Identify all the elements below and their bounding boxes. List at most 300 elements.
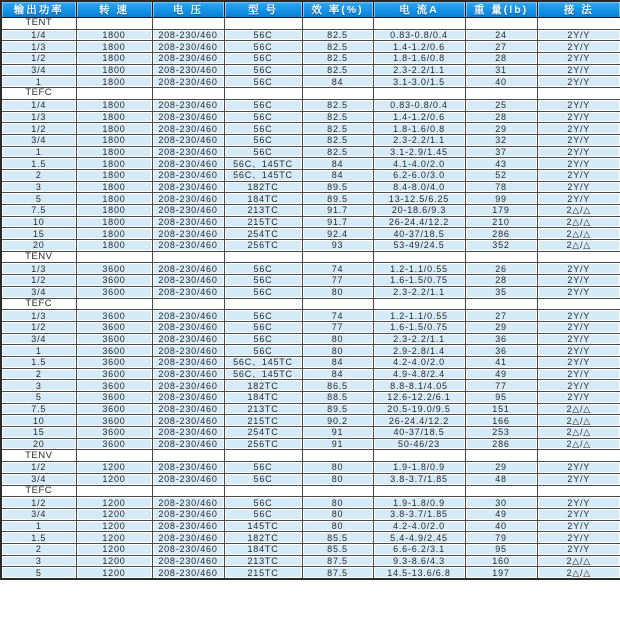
cell-connection: 2Y/Y [537, 193, 620, 205]
cell-voltage: 208-230/460 [152, 462, 224, 474]
cell-power: 3 [1, 555, 76, 567]
cell-voltage: 208-230/460 [152, 555, 224, 567]
cell-efficiency: 82.5 [302, 111, 373, 123]
cell-power: 1/2 [1, 275, 76, 287]
cell-current: 0.83-0.8/0.4 [373, 99, 465, 111]
section-empty-cell [373, 485, 465, 497]
cell-power: 1 [1, 345, 76, 357]
cell-current: 50-46/23 [373, 438, 465, 450]
cell-power: 3/4 [1, 473, 76, 485]
cell-connection: 2Y/Y [537, 275, 620, 287]
cell-power: 1/4 [1, 99, 76, 111]
cell-voltage: 208-230/460 [152, 333, 224, 345]
cell-efficiency: 82.5 [302, 53, 373, 65]
cell-current: 20.5-19.0/9.5 [373, 403, 465, 415]
table-row [1, 380, 620, 392]
cell-power: 10 [1, 415, 76, 427]
cell-efficiency: 82.5 [302, 123, 373, 135]
cell-current: 8.4-8.0/4.0 [373, 181, 465, 193]
cell-current: 1.6-1.5/0.75 [373, 321, 465, 333]
section-empty-cell [224, 450, 302, 462]
cell-power: 5 [1, 193, 76, 205]
table-row [1, 29, 620, 41]
section-empty-cell [537, 485, 620, 497]
cell-weight: 28 [465, 275, 537, 287]
cell-connection: 2Y/Y [537, 473, 620, 485]
cell-connection: 2Y/Y [537, 99, 620, 111]
cell-current: 3.8-3.7/1.85 [373, 508, 465, 520]
cell-efficiency: 82.5 [302, 99, 373, 111]
table-row [1, 169, 620, 181]
cell-model: 56C [224, 263, 302, 275]
cell-voltage: 208-230/460 [152, 415, 224, 427]
cell-weight: 35 [465, 286, 537, 298]
section-empty-cell [537, 450, 620, 462]
cell-speed: 1800 [76, 123, 152, 135]
cell-model: 56C [224, 508, 302, 520]
cell-efficiency: 89.5 [302, 181, 373, 193]
cell-efficiency: 85.5 [302, 532, 373, 544]
cell-connection: 2Y/Y [537, 169, 620, 181]
cell-speed: 1800 [76, 64, 152, 76]
section-empty-cell [537, 18, 620, 30]
cell-current: 8.8-8.1/4.05 [373, 380, 465, 392]
cell-power: 3/4 [1, 508, 76, 520]
cell-voltage: 208-230/460 [152, 76, 224, 88]
section-empty-cell [373, 18, 465, 30]
cell-weight: 27 [465, 310, 537, 322]
cell-efficiency: 82.5 [302, 64, 373, 76]
cell-speed: 3600 [76, 356, 152, 368]
cell-weight: 32 [465, 134, 537, 146]
cell-weight: 197 [465, 567, 537, 579]
cell-weight: 30 [465, 497, 537, 509]
cell-efficiency: 74 [302, 263, 373, 275]
cell-model: 56C [224, 333, 302, 345]
cell-connection: 2Y/Y [537, 520, 620, 532]
cell-power: 2 [1, 543, 76, 555]
cell-voltage: 208-230/460 [152, 286, 224, 298]
cell-connection: 2Y/Y [537, 543, 620, 555]
cell-voltage: 208-230/460 [152, 181, 224, 193]
cell-voltage: 208-230/460 [152, 205, 224, 217]
cell-voltage: 208-230/460 [152, 310, 224, 322]
section-empty-cell [465, 251, 537, 263]
table-row [1, 240, 620, 252]
section-row-tefc-5 [1, 485, 620, 497]
cell-model: 213TC [224, 555, 302, 567]
table-row [1, 508, 620, 520]
section-empty-cell [465, 450, 537, 462]
cell-efficiency: 82.5 [302, 41, 373, 53]
cell-power: 5 [1, 392, 76, 404]
cell-connection: 2Y/Y [537, 64, 620, 76]
cell-voltage: 208-230/460 [152, 368, 224, 380]
table-row [1, 333, 620, 345]
column-header-power: 输出功率 [1, 1, 76, 18]
cell-power: 2 [1, 169, 76, 181]
table-row [1, 76, 620, 88]
table-row [1, 181, 620, 193]
cell-voltage: 208-230/460 [152, 497, 224, 509]
table-row [1, 462, 620, 474]
cell-speed: 3600 [76, 263, 152, 275]
section-empty-cell [76, 298, 152, 310]
cell-speed: 1200 [76, 532, 152, 544]
cell-weight: 166 [465, 415, 537, 427]
cell-current: 40-37/18.5 [373, 427, 465, 439]
cell-voltage: 208-230/460 [152, 146, 224, 158]
cell-model: 254TC [224, 427, 302, 439]
section-empty-cell [76, 88, 152, 100]
section-empty-cell [465, 88, 537, 100]
section-empty-cell [152, 298, 224, 310]
cell-current: 6.2-6.0/3.0 [373, 169, 465, 181]
cell-speed: 3600 [76, 310, 152, 322]
cell-efficiency: 77 [302, 275, 373, 287]
cell-power: 10 [1, 216, 76, 228]
cell-weight: 36 [465, 345, 537, 357]
cell-speed: 1200 [76, 497, 152, 509]
cell-voltage: 208-230/460 [152, 543, 224, 555]
section-empty-cell [465, 298, 537, 310]
cell-current: 26-24.4/12.2 [373, 216, 465, 228]
cell-power: 1 [1, 520, 76, 532]
cell-speed: 3600 [76, 380, 152, 392]
cell-current: 40-37/18.5 [373, 228, 465, 240]
cell-voltage: 208-230/460 [152, 193, 224, 205]
section-empty-cell [152, 18, 224, 30]
section-row-tenv-2 [1, 251, 620, 263]
section-empty-cell [373, 450, 465, 462]
cell-connection: 2Y/Y [537, 368, 620, 380]
cell-efficiency: 87.5 [302, 555, 373, 567]
cell-power: 1.5 [1, 356, 76, 368]
cell-speed: 1800 [76, 99, 152, 111]
cell-connection: 2Y/Y [537, 345, 620, 357]
cell-model: 56C [224, 99, 302, 111]
section-empty-cell [224, 485, 302, 497]
cell-speed: 3600 [76, 392, 152, 404]
table-row [1, 368, 620, 380]
cell-weight: 29 [465, 123, 537, 135]
cell-weight: 26 [465, 263, 537, 275]
table-row [1, 497, 620, 509]
section-empty-cell [224, 298, 302, 310]
cell-weight: 352 [465, 240, 537, 252]
cell-power: 15 [1, 228, 76, 240]
cell-voltage: 208-230/460 [152, 123, 224, 135]
cell-voltage: 208-230/460 [152, 158, 224, 170]
table-row [1, 134, 620, 146]
cell-connection: 2Y/Y [537, 333, 620, 345]
cell-efficiency: 93 [302, 240, 373, 252]
cell-efficiency: 82.5 [302, 146, 373, 158]
cell-model: 215TC [224, 415, 302, 427]
cell-connection: 2Y/Y [537, 29, 620, 41]
cell-connection: 2Y/Y [537, 310, 620, 322]
cell-speed: 3600 [76, 415, 152, 427]
cell-efficiency: 80 [302, 333, 373, 345]
section-row-tefc-3 [1, 298, 620, 310]
cell-connection: 2Y/Y [537, 158, 620, 170]
cell-weight: 95 [465, 543, 537, 555]
cell-connection: 2△/△ [537, 216, 620, 228]
cell-current: 13-12.5/6.25 [373, 193, 465, 205]
cell-voltage: 208-230/460 [152, 64, 224, 76]
section-label: TEFC [1, 88, 76, 100]
cell-power: 7.5 [1, 403, 76, 415]
table-body [1, 18, 620, 580]
cell-connection: 2△/△ [537, 555, 620, 567]
cell-connection: 2Y/Y [537, 508, 620, 520]
cell-model: 256TC [224, 240, 302, 252]
cell-weight: 40 [465, 76, 537, 88]
cell-voltage: 208-230/460 [152, 508, 224, 520]
cell-connection: 2△/△ [537, 228, 620, 240]
cell-current: 26-24.4/12.2 [373, 415, 465, 427]
table-row [1, 263, 620, 275]
cell-model: 184TC [224, 193, 302, 205]
cell-model: 56C、145TC [224, 169, 302, 181]
cell-power: 1/2 [1, 462, 76, 474]
cell-weight: 179 [465, 205, 537, 217]
cell-model: 145TC [224, 520, 302, 532]
cell-power: 1/2 [1, 321, 76, 333]
cell-weight: 25 [465, 99, 537, 111]
cell-connection: 2Y/Y [537, 263, 620, 275]
section-empty-cell [373, 88, 465, 100]
cell-voltage: 208-230/460 [152, 403, 224, 415]
column-header-voltage: 电 压 [152, 1, 224, 18]
cell-model: 56C [224, 41, 302, 53]
cell-weight: 286 [465, 228, 537, 240]
cell-efficiency: 77 [302, 321, 373, 333]
section-empty-cell [302, 450, 373, 462]
cell-speed: 1800 [76, 111, 152, 123]
cell-weight: 48 [465, 473, 537, 485]
cell-power: 1/3 [1, 41, 76, 53]
cell-voltage: 208-230/460 [152, 134, 224, 146]
table-row [1, 64, 620, 76]
cell-speed: 1800 [76, 205, 152, 217]
cell-speed: 3600 [76, 333, 152, 345]
cell-weight: 41 [465, 356, 537, 368]
section-empty-cell [152, 485, 224, 497]
cell-efficiency: 92.4 [302, 228, 373, 240]
cell-current: 3.1-3.0/1.5 [373, 76, 465, 88]
cell-current: 12.6-12.2/6.1 [373, 392, 465, 404]
column-header-current: 电 流A [373, 1, 465, 18]
cell-power: 1.5 [1, 158, 76, 170]
cell-speed: 1800 [76, 134, 152, 146]
table-row [1, 438, 620, 450]
cell-weight: 43 [465, 158, 537, 170]
cell-connection: 2Y/Y [537, 146, 620, 158]
cell-model: 182TC [224, 532, 302, 544]
section-empty-cell [302, 298, 373, 310]
cell-efficiency: 85.5 [302, 543, 373, 555]
cell-current: 1.8-1.6/0.8 [373, 53, 465, 65]
cell-model: 213TC [224, 403, 302, 415]
section-label: TEFC [1, 298, 76, 310]
cell-weight: 151 [465, 403, 537, 415]
cell-efficiency: 91.7 [302, 216, 373, 228]
section-row-tefc-1 [1, 88, 620, 100]
cell-voltage: 208-230/460 [152, 567, 224, 579]
cell-power: 3/4 [1, 64, 76, 76]
cell-model: 184TC [224, 543, 302, 555]
cell-model: 56C [224, 146, 302, 158]
table-row [1, 158, 620, 170]
cell-weight: 79 [465, 532, 537, 544]
cell-connection: 2△/△ [537, 438, 620, 450]
cell-model: 184TC [224, 392, 302, 404]
cell-weight: 210 [465, 216, 537, 228]
cell-power: 1/2 [1, 497, 76, 509]
table-row [1, 532, 620, 544]
cell-current: 20-18.6/9.3 [373, 205, 465, 217]
section-empty-cell [76, 18, 152, 30]
cell-model: 56C [224, 321, 302, 333]
cell-connection: 2Y/Y [537, 532, 620, 544]
section-row-tent-0 [1, 18, 620, 30]
column-header-speed: 转 速 [76, 1, 152, 18]
cell-weight: 49 [465, 508, 537, 520]
cell-efficiency: 80 [302, 520, 373, 532]
cell-connection: 2△/△ [537, 205, 620, 217]
cell-current: 2.9-2.8/1.4 [373, 345, 465, 357]
table-row [1, 567, 620, 579]
cell-model: 56C [224, 64, 302, 76]
cell-power: 1/2 [1, 123, 76, 135]
cell-connection: 2Y/Y [537, 181, 620, 193]
cell-speed: 1800 [76, 193, 152, 205]
cell-power: 1/4 [1, 29, 76, 41]
cell-model: 56C [224, 134, 302, 146]
section-label: TENV [1, 251, 76, 263]
cell-connection: 2Y/Y [537, 497, 620, 509]
column-header-model: 型 号 [224, 1, 302, 18]
table-row [1, 123, 620, 135]
cell-model: 215TC [224, 567, 302, 579]
cell-connection: 2Y/Y [537, 286, 620, 298]
cell-weight: 95 [465, 392, 537, 404]
cell-connection: 2Y/Y [537, 76, 620, 88]
section-label: TENT [1, 18, 76, 30]
cell-model: 56C [224, 76, 302, 88]
cell-voltage: 208-230/460 [152, 169, 224, 181]
cell-model: 56C [224, 275, 302, 287]
cell-speed: 1800 [76, 146, 152, 158]
cell-model: 56C [224, 29, 302, 41]
cell-connection: 2Y/Y [537, 392, 620, 404]
cell-current: 1.8-1.6/0.8 [373, 123, 465, 135]
cell-connection: 2Y/Y [537, 356, 620, 368]
cell-model: 56C [224, 53, 302, 65]
cell-connection: 2Y/Y [537, 41, 620, 53]
cell-voltage: 208-230/460 [152, 263, 224, 275]
cell-voltage: 208-230/460 [152, 29, 224, 41]
table-header [1, 1, 620, 18]
cell-current: 4.9-4.8/2.4 [373, 368, 465, 380]
header-row [1, 1, 620, 18]
cell-efficiency: 88.5 [302, 392, 373, 404]
cell-speed: 1800 [76, 53, 152, 65]
section-empty-cell [152, 88, 224, 100]
table-row [1, 310, 620, 322]
cell-speed: 1200 [76, 520, 152, 532]
cell-weight: 99 [465, 193, 537, 205]
cell-current: 1.2-1.1/0.55 [373, 310, 465, 322]
cell-current: 3.1-2.9/1.45 [373, 146, 465, 158]
cell-connection: 2Y/Y [537, 53, 620, 65]
cell-model: 215TC [224, 216, 302, 228]
cell-power: 1/3 [1, 263, 76, 275]
section-empty-cell [465, 18, 537, 30]
cell-power: 7.5 [1, 205, 76, 217]
cell-speed: 3600 [76, 438, 152, 450]
cell-speed: 1800 [76, 29, 152, 41]
section-empty-cell [537, 251, 620, 263]
cell-voltage: 208-230/460 [152, 41, 224, 53]
cell-voltage: 208-230/460 [152, 520, 224, 532]
cell-speed: 3600 [76, 321, 152, 333]
cell-weight: 78 [465, 181, 537, 193]
cell-power: 1.5 [1, 532, 76, 544]
cell-voltage: 208-230/460 [152, 356, 224, 368]
cell-efficiency: 82.5 [302, 29, 373, 41]
cell-current: 2.3-2.2/1.1 [373, 286, 465, 298]
cell-current: 1.9-1.8/0.9 [373, 462, 465, 474]
cell-efficiency: 80 [302, 497, 373, 509]
cell-weight: 31 [465, 64, 537, 76]
cell-power: 3 [1, 181, 76, 193]
column-header-weight: 重 量(lb) [465, 1, 537, 18]
cell-efficiency: 80 [302, 345, 373, 357]
cell-voltage: 208-230/460 [152, 473, 224, 485]
cell-efficiency: 89.5 [302, 193, 373, 205]
table-row [1, 415, 620, 427]
section-empty-cell [76, 485, 152, 497]
cell-efficiency: 91 [302, 427, 373, 439]
cell-current: 1.2-1.1/0.55 [373, 263, 465, 275]
cell-model: 182TC [224, 181, 302, 193]
section-empty-cell [373, 298, 465, 310]
cell-efficiency: 91 [302, 438, 373, 450]
section-label: TENV [1, 450, 76, 462]
cell-current: 4.1-4.0/2.0 [373, 158, 465, 170]
section-empty-cell [76, 251, 152, 263]
cell-current: 4.2-4.0/2.0 [373, 520, 465, 532]
table-row [1, 473, 620, 485]
cell-connection: 2Y/Y [537, 111, 620, 123]
cell-voltage: 208-230/460 [152, 111, 224, 123]
table-row [1, 321, 620, 333]
cell-voltage: 208-230/460 [152, 228, 224, 240]
cell-power: 3/4 [1, 286, 76, 298]
column-header-connection: 接 法 [537, 1, 620, 18]
cell-speed: 1200 [76, 462, 152, 474]
table-row [1, 216, 620, 228]
cell-power: 1/2 [1, 53, 76, 65]
cell-speed: 1200 [76, 543, 152, 555]
cell-speed: 1800 [76, 228, 152, 240]
table-row [1, 205, 620, 217]
cell-speed: 1200 [76, 555, 152, 567]
cell-current: 4.2-4.0/2.0 [373, 356, 465, 368]
cell-model: 56C [224, 310, 302, 322]
